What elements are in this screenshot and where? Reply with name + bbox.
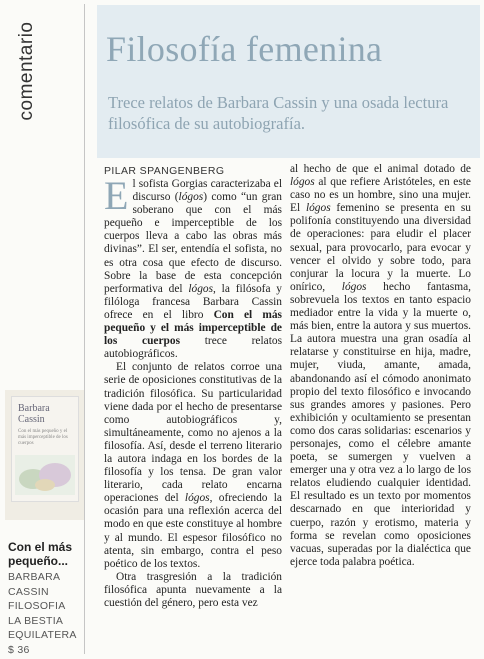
book-publisher: LA BESTIA [8, 614, 64, 627]
text-run: femenino se presenta en su polifonía constituyendo una diversidad de operaciones: para eludir el placer sexual, para provocarlo, para evocar y vencer el olvido y sobre todo, para conjurar la locura y la muerte. Lo onírico, [290, 202, 471, 293]
author-byline: PILAR SPANGENBERG [104, 165, 225, 177]
paragraph [104, 173, 283, 361]
section-tag [0, 0, 84, 175]
text-run: hecho fantasma, sobrevuela los textos en tanto espacio mediador entre la vida y la muerte o, más bien, entre la autora y sus muertos. La autora muestra una gran osadía al relatarse y constituirse en hija, madre, mujer, viuda, amante, amada, abandonando así el cómodo anonimato propio del texto filosófico e invocando sus grandes amores y pasiones. Pero exhibición y ocultamiento se presentan como dos caras solidarias: escenarios y personajes, como el célebre amante poeta, se sumergen y vuelven a emerger una y otra vez a lo largo de los relatos eludiendo cualquier identidad. El resultado es un texto por momentos descarnado en que interioridad y cuerpo, razón y erotismo, materia y forma se revelan como oposiciones vacuas, superadas por la dialéctica que ejerce toda palabra poética. [290, 280, 471, 568]
drop-cap: E [104, 173, 129, 218]
paragraph [104, 361, 282, 571]
book-author-line: CASSIN [8, 585, 49, 598]
article-title: Filosofía femenina [106, 29, 383, 69]
text-column-2 [290, 163, 471, 569]
section-label: comentario [16, 21, 37, 121]
text-run: trece relatos autobiográficos. [104, 335, 283, 361]
book-title-inline: Con el más pequeño y el más imperceptible de los cuerpos [104, 308, 282, 348]
text-run: El conjunto de relatos corroe una serie de oposiciones constitutivas de la tradición filosófica. Su particularidad viene dada por el hecho de presentarse como autobiográficos y, simultáneamente, como no ajenos a la filosofía. Así, desde el terreno literario la autora indaga en los bordes de la filosofía y los tensa. De gran valor literario, cada relato encarna operaciones del [104, 361, 282, 505]
book-price: $ 36 [8, 643, 30, 656]
book-info [8, 540, 84, 658]
text-run: ) como “un gran soberano que con el más pequeño e imperceptible de los cuerpos lleva a cabo las obras más divinas”. El ser, entendía el sofista, no es otra cosa que efecto de discurso. Sobre la base de esta concepción performativa del [104, 191, 282, 295]
cover-illustration [15, 455, 75, 495]
book-publisher: EQUILATERA [8, 629, 77, 642]
text-run: , la filósofa y filóloga francesa Barbara Cassin ofrece en el libro [104, 282, 282, 321]
text-run: , ofreciendo la ocasión para una reflexión acerca del modo en que este constituye al hombre y al mundo. El espesor filosófico no atenta, sin embargo, contra el peso poético de los textos. [104, 492, 282, 570]
paragraph: Otra trasgresión a la tradición filosófica apunta nuevamente a la cuestión del género, pero esta vez [104, 570, 282, 609]
cover-title: Con el más pequeño y el más imperceptible de los cuerpos [18, 429, 68, 446]
cover-author: Barbara Cassin [18, 403, 50, 425]
italic-term: lógos [305, 202, 331, 215]
article-subtitle: Trece relatos de Barbara Cassin y una osada lectura filosófica de su autobiografía. [108, 93, 449, 133]
column-divider [84, 4, 85, 654]
italic-term: lógos [184, 492, 210, 505]
text-run: al hecho de que el animal dotado de [290, 163, 471, 175]
paragraph [290, 163, 471, 569]
text-column-1 [104, 173, 283, 610]
italic-term: lógos [341, 280, 367, 293]
book-cover-image [11, 396, 79, 502]
text-run: al que refiere Aristóteles, en este caso no es un hombre, sino una mujer. El [290, 176, 471, 215]
book-author-line: BARBARA [8, 571, 61, 583]
italic-term: lógos [178, 191, 204, 204]
book-genre: FILOSOFIA [8, 600, 66, 613]
book-title: Con el más pequeño... [8, 540, 73, 568]
text-run: l sofista Gorgias caracterizaba el discurso ( [132, 178, 282, 204]
italic-term: lógos [188, 282, 214, 295]
italic-term: lógos [290, 176, 315, 189]
